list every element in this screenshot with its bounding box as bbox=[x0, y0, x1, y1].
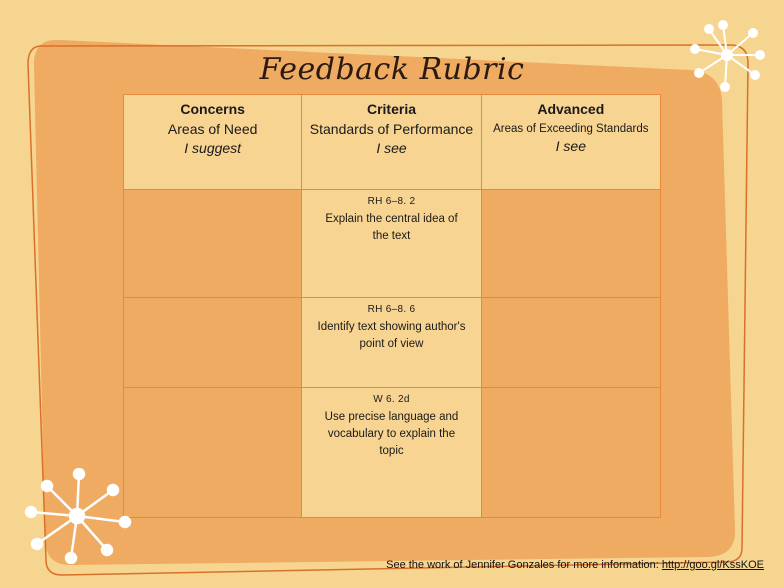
column-name: Concerns bbox=[180, 101, 245, 117]
column-subtitle: Areas of Need bbox=[167, 121, 258, 137]
criteria-cell bbox=[302, 298, 481, 388]
header-cell-criteria bbox=[302, 95, 481, 190]
table-row bbox=[124, 298, 661, 388]
concerns-cell bbox=[124, 298, 302, 388]
criteria-cell bbox=[302, 388, 481, 518]
column-note: I see bbox=[376, 140, 407, 156]
footer-text: See the work of Jennifer Gonzales for more information: bbox=[386, 559, 662, 571]
starburst-icon bbox=[22, 468, 132, 564]
concerns-cell bbox=[124, 190, 302, 298]
column-note: I suggest bbox=[184, 140, 242, 156]
starburst-icon bbox=[688, 18, 766, 92]
header-cell-advanced bbox=[481, 95, 660, 190]
footer-credit bbox=[386, 559, 764, 571]
advanced-cell bbox=[481, 388, 660, 518]
rubric-table bbox=[123, 94, 661, 518]
standard-text: Use precise language and vocabulary to explain the topic bbox=[324, 411, 459, 457]
column-name: Criteria bbox=[366, 101, 416, 117]
concerns-cell bbox=[124, 388, 302, 518]
standard-text: Explain the central idea of the text bbox=[325, 213, 458, 242]
standard-code: RH 6–8. 6 bbox=[367, 304, 416, 315]
page-title: Feedback Rubric bbox=[259, 52, 525, 87]
table-row bbox=[124, 190, 661, 298]
column-subtitle: Standards of Performance bbox=[309, 121, 474, 137]
header-row bbox=[124, 95, 661, 190]
advanced-cell bbox=[481, 190, 660, 298]
header-cell-concerns bbox=[124, 95, 302, 190]
column-name: Advanced bbox=[537, 101, 605, 117]
standard-code: W 6. 2d bbox=[373, 394, 410, 405]
standard-code: RH 6–8. 2 bbox=[367, 196, 416, 207]
column-subtitle: Areas of Exceeding Standards bbox=[493, 123, 649, 135]
criteria-cell bbox=[302, 190, 481, 298]
table-row bbox=[124, 388, 661, 518]
column-note: I see bbox=[555, 138, 586, 154]
standard-text: Identify text showing author's point of view bbox=[317, 321, 466, 350]
footer-link[interactable]: http://goo.gl/KssKOE bbox=[661, 559, 764, 571]
advanced-cell bbox=[481, 298, 660, 388]
